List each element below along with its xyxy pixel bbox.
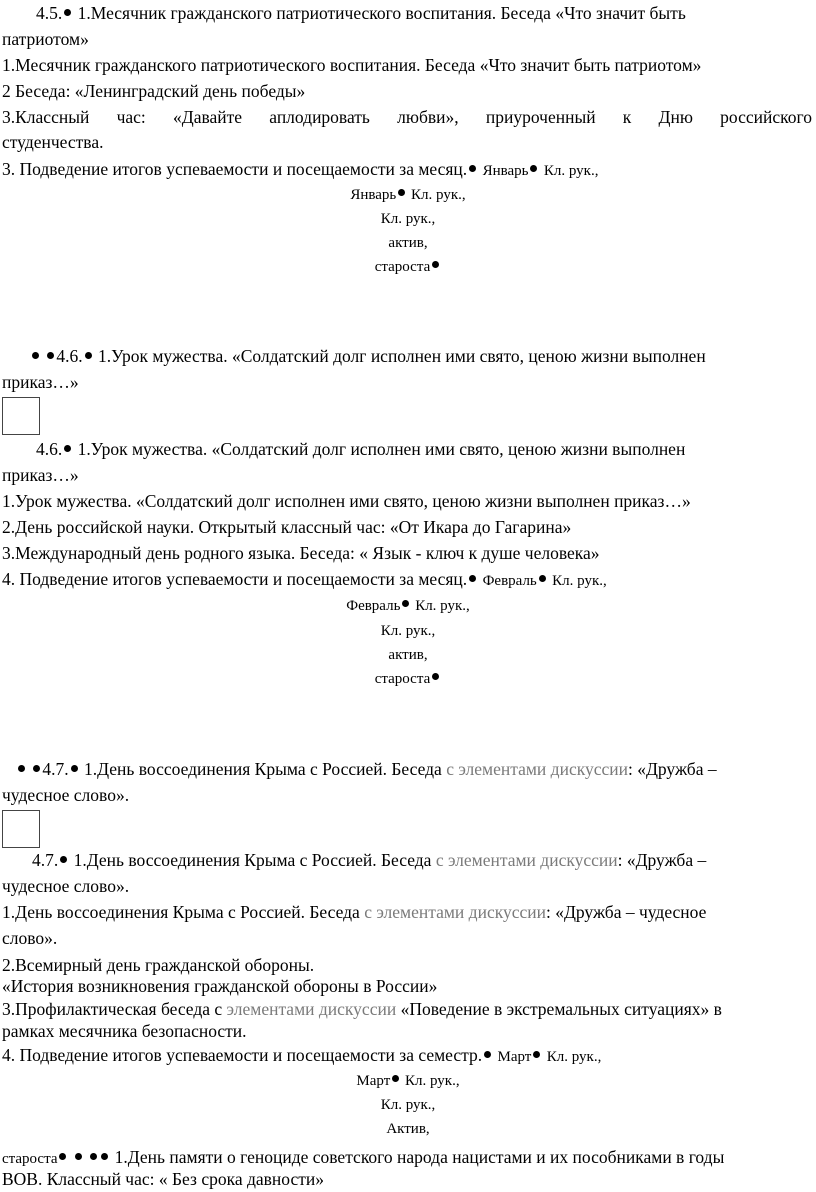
s46-item-1: 1.Урок мужества. «Солдатский долг исполнен ими свято, ценою жизни выполнен приказ…» xyxy=(2,491,691,511)
bullet-icon xyxy=(85,352,92,359)
bullet-icon xyxy=(101,1153,108,1160)
s45-responsible-4: староста xyxy=(0,256,816,278)
bullet-icon xyxy=(398,189,405,196)
s47-item-1-cont: слово». xyxy=(2,928,58,948)
s46-responsible-2: Кл. рук., xyxy=(380,623,436,639)
s47-responsible-2: Кл. рук., xyxy=(380,1097,436,1113)
s47-item-2: 2.Всемирный день гражданской обороны. xyxy=(2,955,315,975)
s45-item-3: 3.Классный час: «Давайте аплодировать любви», приуроченный к Дню российского xyxy=(2,107,812,127)
s46-responsible-4: староста xyxy=(0,668,816,690)
bullet-icon xyxy=(64,445,71,452)
bullet-icon xyxy=(432,261,439,268)
s45-item-2: 2 Беседа: «Ленинградский день победы» xyxy=(2,81,306,101)
s47-item-2-cont: «История возникновения гражданской обороны в России» xyxy=(2,976,438,996)
s46-item-3: 3.Международный день родного языка. Беседа: « Язык - ключ к душе человека» xyxy=(2,543,600,563)
s47-heading2-line2: чудесное слово». xyxy=(2,876,130,896)
bullet-icon xyxy=(469,575,476,582)
s47-item-1: 1.День воссоединения Крыма с Россией. Беседа с элементами дискуссии: «Дружба – чудесное xyxy=(2,902,707,922)
bullet-icon xyxy=(469,165,476,172)
bullet-icon xyxy=(47,352,54,359)
s45-item-4: 3. Подведение итогов успеваемости и посещаемости за месяц. Январь Кл. рук., xyxy=(2,159,599,179)
bullet-icon xyxy=(432,673,439,680)
bullet-icon xyxy=(60,856,67,863)
bullet-icon xyxy=(392,1075,399,1082)
s47-heading2-line1: 4.7. 1.День воссоединения Крыма с Россией. Беседа с элементами дискуссии: «Дружба – xyxy=(32,850,707,870)
s45-responsible-3: актив, xyxy=(388,235,428,251)
s45-heading-line2: патриотом» xyxy=(2,29,89,49)
s47-item-4: 4. Подведение итогов успеваемости и посещаемости за семестр. Март Кл. рук., xyxy=(2,1045,602,1065)
s47-item-3: 3.Профилактическая беседа с элементами дискуссии «Поведение в экстремальных ситуациях» в xyxy=(2,999,722,1019)
s45-item-1: 1.Месячник гражданского патриотического воспитания. Беседа «Что значит быть патриотом» xyxy=(2,55,702,75)
s47-heading-line1: 4.7. 1.День воссоединения Крыма с Россией. Беседа с элементами дискуссии: «Дружба – xyxy=(16,758,812,780)
bullet-icon xyxy=(75,1153,82,1160)
s46-responsible-3: актив, xyxy=(388,647,428,663)
s46-heading-line1: 4.6. 1.Урок мужества. «Солдатский долг исполнен ими свято, ценою жизни выполнен xyxy=(30,345,812,367)
s46-heading2-line2: приказ…» xyxy=(2,465,79,485)
s47-responsible-3: Актив, xyxy=(386,1121,430,1137)
empty-frame xyxy=(2,810,40,848)
s45-heading-line1: 4.5. 1.Месячник гражданского патриотического воспитания. Беседа «Что значит быть xyxy=(36,3,686,23)
s46-responsible-1: Февраль Кл. рук., xyxy=(346,598,470,614)
bullet-icon xyxy=(18,765,25,772)
s47-heading-line2: чудесное слово». xyxy=(2,785,130,805)
s48-heading-line1: староста 1.День памяти о геноциде советского народа нацистами и их пособниками в годы xyxy=(2,1147,725,1167)
s45-responsible-1: Январь Кл. рук., xyxy=(350,187,466,203)
s46-heading-line2: приказ…» xyxy=(2,372,79,392)
s46-item-4: 4. Подведение итогов успеваемости и посещаемости за месяц. Февраль Кл. рук., xyxy=(2,569,607,589)
s48-heading-line2: ВОВ. Классный час: « Без срока давности» xyxy=(2,1169,324,1189)
s45-item-3-cont: студенчества. xyxy=(2,132,104,152)
bullet-icon xyxy=(539,575,546,582)
s46-heading2-line1: 4.6. 1.Урок мужества. «Солдатский долг исполнен ими свято, ценою жизни выполнен xyxy=(36,439,686,459)
bullet-icon xyxy=(64,9,71,16)
s45-responsible-2: Кл. рук., xyxy=(380,211,436,227)
empty-frame xyxy=(2,397,40,435)
s47-item-3-cont: рамках месячника безопасности. xyxy=(2,1021,247,1041)
bullet-icon xyxy=(71,765,78,772)
bullet-icon xyxy=(484,1051,491,1058)
s46-item-2: 2.День российской науки. Открытый классный час: «От Икара до Гагарина» xyxy=(2,517,572,537)
s47-responsible-1: Март Кл. рук., xyxy=(356,1073,460,1089)
bullet-icon xyxy=(59,1153,66,1160)
bullet-icon xyxy=(530,165,537,172)
bullet-icon xyxy=(90,1153,97,1160)
bullet-icon xyxy=(32,352,39,359)
bullet-icon xyxy=(533,1051,540,1058)
bullet-icon xyxy=(402,600,409,607)
bullet-icon xyxy=(33,765,40,772)
